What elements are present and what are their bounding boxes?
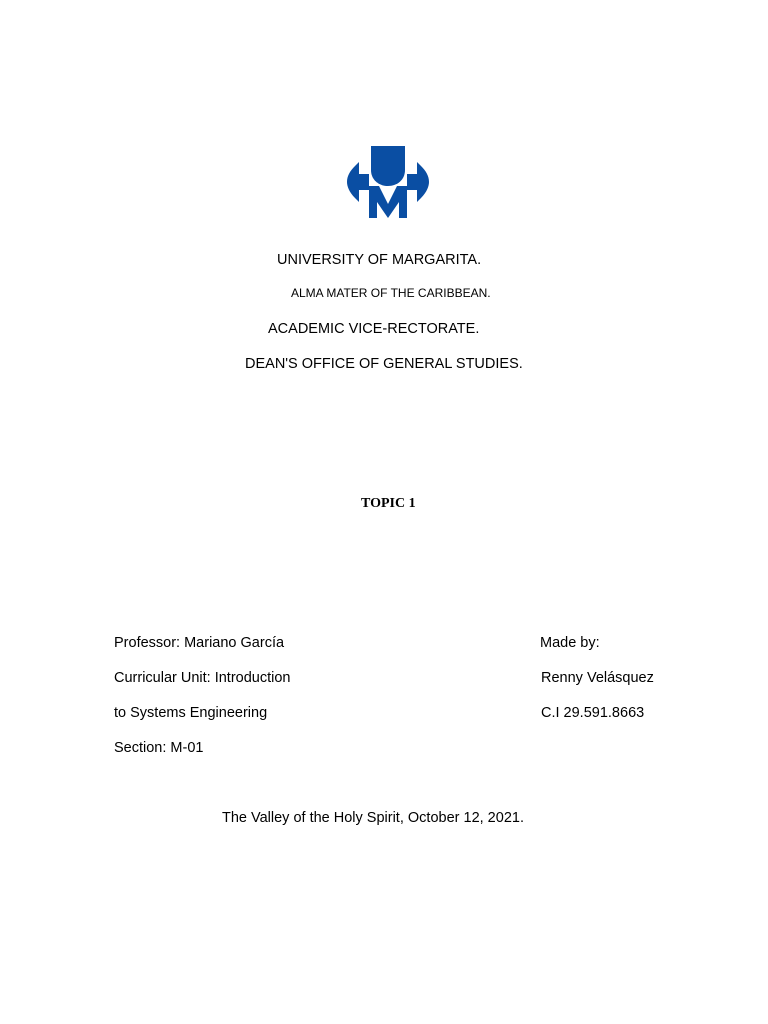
curricular-unit-continued: to Systems Engineering [114,705,268,721]
vice-rectorate: ACADEMIC VICE-RECTORATE. [268,321,480,337]
author-name: Renny Velásquez [541,670,654,686]
university-name: UNIVERSITY OF MARGARITA. [277,252,482,268]
section-line: Section: M-01 [114,740,204,756]
author-id: C.I 29.591.8663 [541,705,645,721]
university-logo-icon [347,146,429,218]
document-topic: TOPIC 1 [361,496,416,511]
deans-office: DEAN'S OFFICE OF GENERAL STUDIES. [245,356,523,372]
made-by-label: Made by: [540,635,600,651]
professor-line: Professor: Mariano García [114,635,285,651]
curricular-unit-line: Curricular Unit: Introduction [114,670,291,686]
university-motto: ALMA MATER OF THE CARIBBEAN. [291,286,491,300]
place-and-date: The Valley of the Holy Spirit, October 12, 2021. [222,810,524,826]
